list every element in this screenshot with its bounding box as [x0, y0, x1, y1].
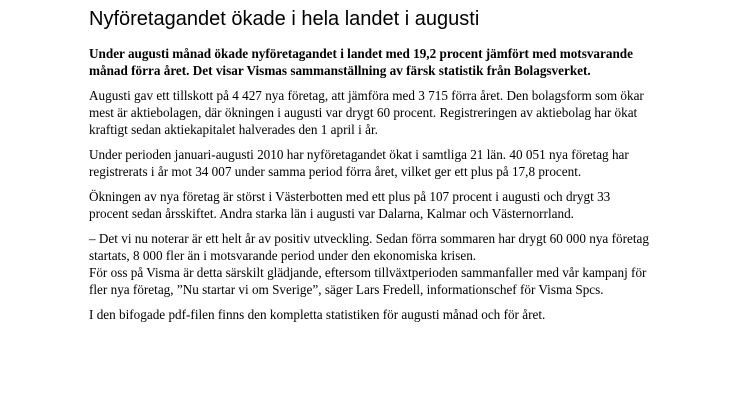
paragraph-new-companies: Augusti gav ett tillskott på 4 427 nya företag, att jämföra med 3 715 förra året. Den bolagsform som ökar mest är aktiebolagen, där ökningen i augusti var drygt 60 procent. Registreringen av aktiebolag har ökat kraftigt sedan aktiekapitalet halverades den 1 april i år. [89, 88, 644, 137]
quote-paragraph: – Det vi nu noterar är ett helt år av positiv utveckling. Sedan förra sommaren har drygt 60 000 nya företag startats, 8 000 fler än i motsvarande period under den ekonomiska krisen. [89, 231, 649, 263]
article-lead: Under augusti månad ökade nyföretagandet i landet med 19,2 procent jämfört med motsvarande månad förra året. Det visar Vismas sammanställning av färsk statistik från Bolagsverket. [89, 46, 633, 78]
quote-paragraph: För oss på Visma är detta särskilt glädjande, eftersom tillväxtperioden sammanfaller med vår kampanj för fler nya företag, ”Nu startar vi om Sverige”, säger Lars Fredell, informationschef för Visma Spcs. [89, 265, 647, 297]
closing-paragraph: I den bifogade pdf-filen finns den kompletta statistiken för augusti månad och för året. [89, 307, 546, 322]
article-title: Nyföretagandet ökade i hela landet i augusti [89, 8, 480, 30]
article [89, 6, 649, 331]
quote-block [89, 230, 649, 298]
paragraph-period-growth: Under perioden januari-augusti 2010 har nyföretagandet ökat i samtliga 21 län. 40 051 nya företag har registrerats i år mot 34 007 under samma period förra året, vilket ger ett plus på 17,8 procent. [89, 147, 629, 179]
paragraph-regional-growth: Ökningen av nya företag är störst i Västerbotten med ett plus på 107 procent i augusti och drygt 33 procent sedan årsskiftet. Andra starka län i augusti var Dalarna, Kalmar och Västernorrland. [89, 189, 611, 221]
